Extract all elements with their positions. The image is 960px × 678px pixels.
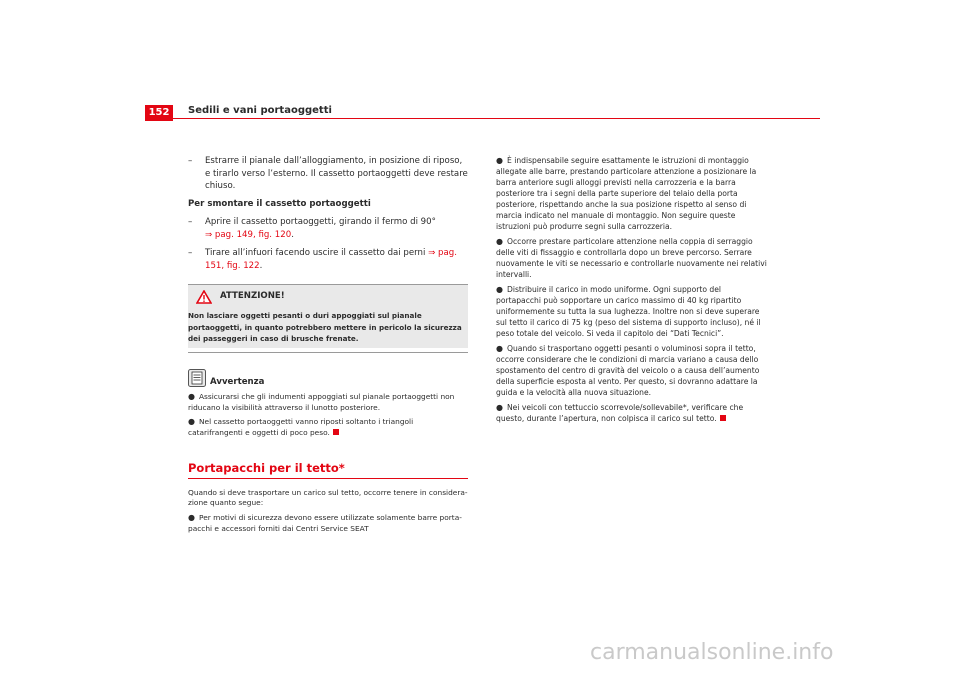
list-item	[496, 155, 768, 232]
note-icon	[188, 369, 206, 387]
bullet-text: Occorre prestare particolare attenzione nella coppia di serraggio delle viti di fissaggio e controllarla dopo un breve percorso. Serrare nuovamente le viti se necessario e controllarle nuovamente nei relativi intervalli.	[496, 237, 767, 279]
page-title: Sedili e vani portaoggetti	[188, 105, 332, 116]
dash-marker: –	[188, 217, 193, 228]
note-bullet	[188, 392, 468, 414]
dash-marker: –	[188, 156, 193, 166]
bullet-dot: ●	[496, 344, 503, 353]
bullet-dot: ●	[188, 417, 195, 427]
step-text: Tirare all’infuori facendo uscire il cassetto dai perni	[205, 248, 426, 259]
header-rule	[173, 118, 820, 119]
left-column	[188, 155, 468, 539]
watermark: carmanualsonline.info	[590, 640, 834, 665]
end-of-section-icon	[333, 429, 339, 435]
intro-bullet	[188, 513, 468, 535]
bullet-dot: ●	[496, 237, 503, 246]
warning-triangle-icon	[196, 290, 212, 304]
warning-title: ATTENZIONE!	[220, 291, 285, 302]
step-body: Tirare all’infuori facendo uscire il cassetto dai perni ⇒ pag. 151, fig. 122.	[205, 248, 457, 271]
bullet-dot: ●	[496, 403, 503, 412]
bullet-dot: ●	[496, 156, 503, 165]
intro-paragraph: Quando si deve trasportare un carico sul tetto, occorre tenere in considera-zione quanto segue:	[188, 487, 468, 508]
bullet-dot: ●	[188, 513, 195, 523]
bullet-dot: ●	[496, 285, 503, 294]
list-item	[496, 236, 768, 280]
page-reference-link[interactable]: ⇒ pag. 151, fig. 122	[205, 248, 457, 271]
step-text: Estrarre il pianale dall’alloggiamento, in posizione di riposo, e tirarlo verso l’esterno. Il cassetto portaoggetti deve restare chiuso.	[205, 156, 468, 191]
section-heading: Portapacchi per il tetto*	[188, 463, 468, 479]
step-body: Aprire il cassetto portaoggetti, girando il fermo di 90° ⇒ pag. 149, fig. 120.	[205, 217, 436, 240]
bullet-text: Assicurarsi che gli indumenti appoggiati sul pianale portaoggetti non riducano la visibilità attraverso il lunotto posteriore.	[188, 391, 455, 412]
note-title: Avvertenza	[210, 376, 265, 387]
step-text: Aprire il cassetto portaoggetti, girando il fermo di 90°	[205, 217, 436, 228]
bullet-text: Nei veicoli con tettuccio scorrevole/sollevabile*, verificare che questo, durante l’apertura, non colpisca il carico sul tetto.	[496, 403, 744, 423]
dash-marker: –	[188, 248, 193, 259]
list-item	[496, 343, 768, 398]
page-reference-link[interactable]: ⇒ pag. 149, fig. 120	[205, 229, 292, 240]
list-item	[496, 402, 768, 424]
note-block	[188, 367, 468, 439]
bullet-text: Per motivi di sicurezza devono essere utilizzate solamente barre porta-pacchi e accessori forniti dai Centri Service SEAT	[188, 513, 462, 534]
page-number: 152	[145, 105, 173, 121]
bullet-text: Distribuire il carico in modo uniforme. Ogni supporto del portapacchi può sopportare un carico massimo di 40 kg ripartito uniformemente su tutta la sua lughezza. Inoltre non si deve superare sul tetto il carico di 75 kg (peso del sistema di supporto incluso), né il peso totale del veicolo. Si veda il capitolo dei “Dati Tecnici”.	[496, 285, 761, 338]
bullet-text: Nel cassetto portaoggetti vanno riposti soltanto i triangoli catarifrangenti e oggetti di poco peso.	[188, 417, 414, 438]
note-bullet	[188, 417, 468, 439]
end-of-section-icon	[720, 415, 726, 421]
step-item	[188, 155, 468, 193]
bullet-text: Quando si trasportano oggetti pesanti o voluminosi sopra il tetto, occorre considerare che le condizioni di marcia variano a causa dello spostamento del centro di gravità del veicolo o a causa dell’aumento della superficie esposta al vento. Per questo, si dovranno adattare la guida e la velocità alla nuova situazione.	[496, 344, 760, 397]
warning-box	[188, 284, 468, 353]
step-item	[188, 216, 468, 241]
bullet-dot: ●	[188, 391, 195, 401]
note-header	[188, 367, 468, 389]
right-column	[496, 155, 768, 428]
step-item	[188, 247, 468, 272]
list-item	[496, 284, 768, 339]
bullet-text: È indispensabile seguire esattamente le istruzioni di montaggio allegate alle barre, prestando particolare attenzione a posizionare la barra anteriore sugli alloggi previsti nella carrozzeria e la barra posteriore tra i segni della parte superiore del telaio della porta posteriore, rispettando anche la sua posizione rispetto al senso di marcia indicato nel manuale di montaggio. Non seguire queste istruzioni può produrre segni sulla carrozzeria.	[496, 156, 757, 231]
warning-text: Non lasciare oggetti pesanti o duri appoggiati sul pianale portaoggetti, in quanto potrebbero mettere in pericolo la sicurezza dei passeggeri in caso di brusche frenate.	[188, 308, 468, 348]
warning-header	[188, 285, 468, 309]
subheading: Per smontare il cassetto portaoggetti	[188, 198, 371, 209]
